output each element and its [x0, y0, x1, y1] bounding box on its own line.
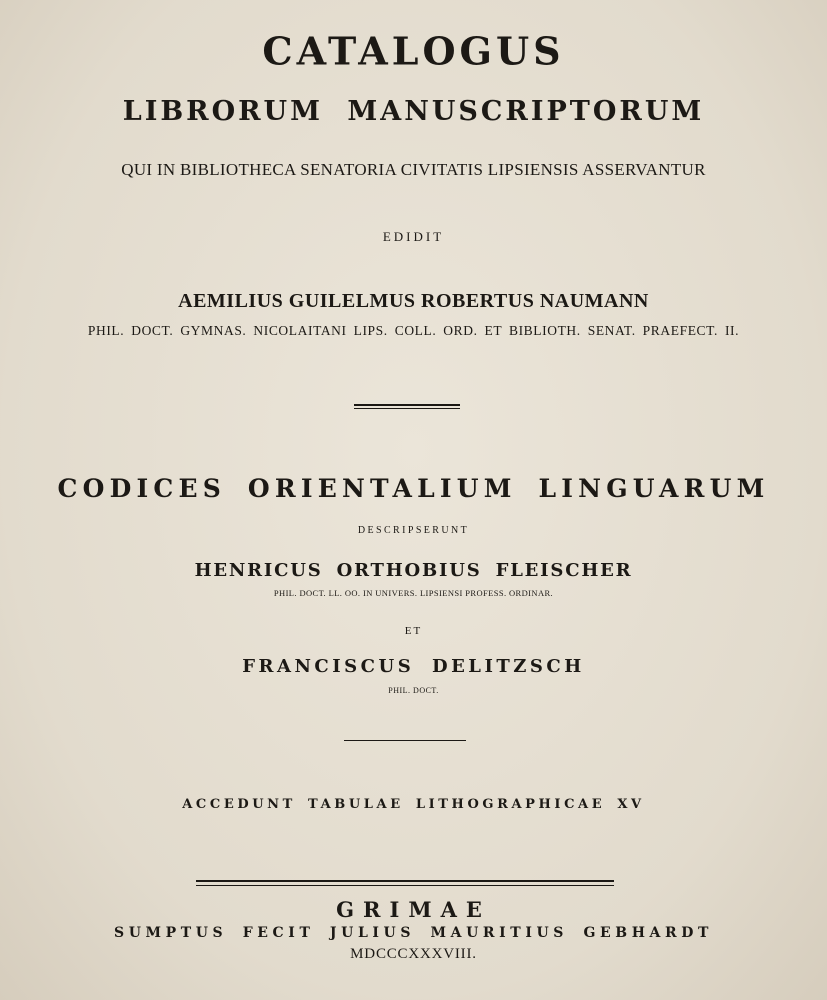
editor-credentials: PHIL. DOCT. GYMNAS. NICOLAITANI LIPS. COLL. ORD. ET BIBLIOTH. SENAT. PRAEFECT. II.: [87, 323, 740, 338]
section-heading: CODICES ORIENTALIUM LINGUARUM: [57, 474, 770, 503]
imprint-publisher: SUMPTUS FECIT JULIUS MAURITIUS GEBHARDT: [113, 925, 714, 941]
et-label: ET: [404, 625, 423, 637]
plates-note: ACCEDUNT TABULAE LITHOGRAPHICAE XV: [182, 797, 645, 812]
main-subtitle: LIBRORUM MANUSCRIPTORUM: [122, 96, 705, 127]
editor-name: AEMILIUS GUILELMUS ROBERTUS NAUMANN: [178, 290, 649, 312]
divider-double-bottom: [354, 408, 460, 409]
imprint-year: MDCCCXXXVIII.: [350, 946, 477, 962]
edidit-label: EDIDIT: [382, 229, 445, 244]
divider-double-top: [354, 404, 460, 406]
imprint-place: GRIMAE: [336, 897, 491, 922]
author2-name: FRANCISCUS DELITZSCH: [242, 656, 585, 677]
author2-credentials: PHIL. DOCT.: [388, 686, 439, 695]
divider-imprint-top: [196, 880, 614, 882]
main-title: CATALOGUS: [262, 27, 565, 74]
divider-imprint-bottom: [196, 885, 614, 886]
descripserunt-label: DESCRIPSERUNT: [357, 525, 470, 536]
library-description: QUI IN BIBLIOTHECA SENATORIA CIVITATIS LIPSIENSIS ASSERVANTUR: [121, 160, 706, 179]
author1-name: HENRICUS ORTHOBIUS FLEISCHER: [194, 560, 633, 581]
divider-single: [344, 740, 466, 741]
author1-credentials: PHIL. DOCT. LL. OO. IN UNIVERS. LIPSIENSI PROFESS. ORDINAR.: [273, 588, 554, 598]
